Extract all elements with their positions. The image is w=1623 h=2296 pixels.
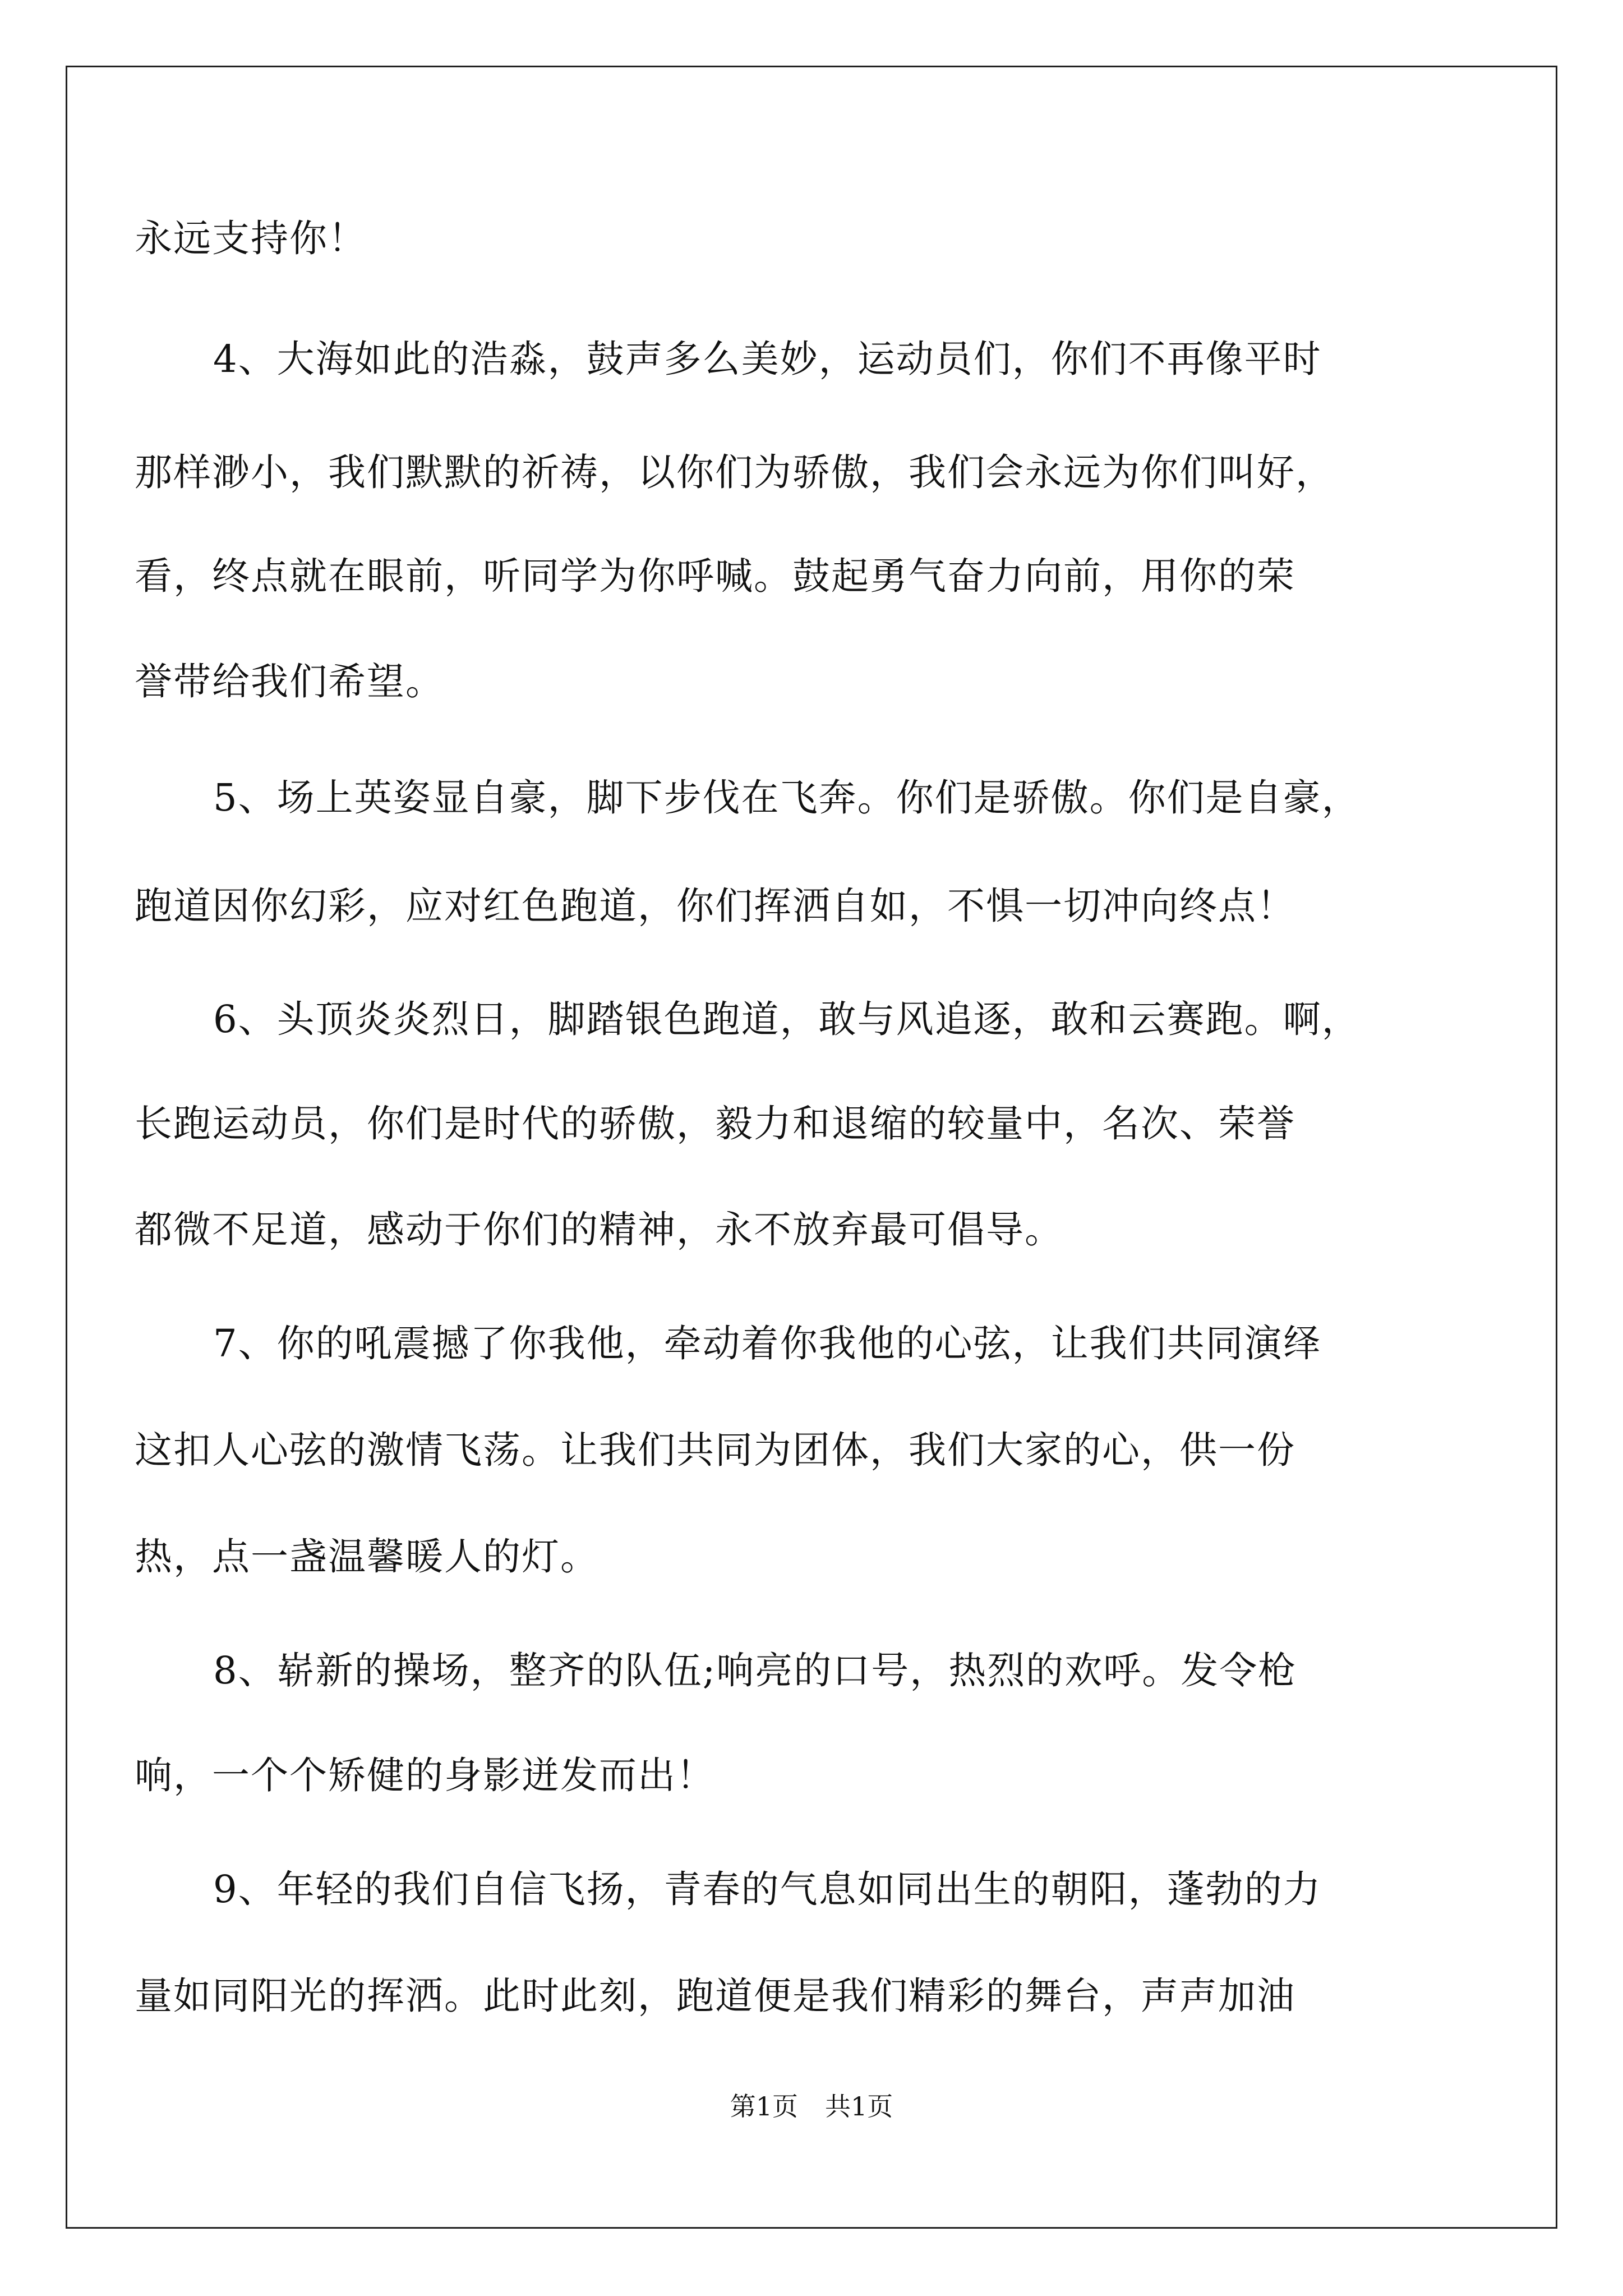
text-line: 4、大海如此的浩淼，鼓声多么美妙，运动员们，你们不再像平时 — [213, 337, 1322, 381]
text-line: 热，点一盏温馨暖人的灯。 — [135, 1535, 599, 1579]
text-line: 长跑运动员，你们是时代的骄傲，毅力和退缩的较量中，名次、荣誉 — [135, 1102, 1295, 1145]
text-line: 那样渺小，我们默默的祈祷，以你们为骄傲，我们会永远为你们叫好， — [135, 450, 1334, 494]
page-total: 共1页 — [825, 2091, 893, 2122]
text-line: 誉带给我们希望。 — [135, 660, 444, 703]
text-line: 5、场上英姿显自豪，脚下步伐在飞奔。你们是骄傲。你们是自豪， — [213, 776, 1361, 820]
text-line: 6、头顶炎炎烈日，脚踏银色跑道，敢与风追逐，敢和云赛跑。啊， — [213, 997, 1361, 1041]
text-line: 看，终点就在眼前，听同学为你呼喊。鼓起勇气奋力向前，用你的荣 — [135, 554, 1295, 598]
text-line: 都微不足道，感动于你们的精神，永不放弃最可倡导。 — [135, 1208, 1063, 1251]
text-line: 响，一个个矫健的身影迸发而出！ — [135, 1754, 715, 1797]
page-number: 第1页 — [730, 2091, 798, 2122]
text-line: 量如同阳光的挥洒。此时此刻，跑道便是我们精彩的舞台，声声加油 — [135, 1974, 1295, 2018]
text-line: 这扣人心弦的激情飞荡。让我们共同为团体，我们大家的心，供一份 — [135, 1428, 1295, 1472]
text-line: 9、年轻的我们自信飞扬，青春的气息如同出生的朝阳，蓬勃的力 — [213, 1867, 1322, 1911]
text-line: 永远支持你！ — [135, 217, 367, 260]
text-line: 7、你的吼震撼了你我他，牵动着你我他的心弦，让我们共同演绎 — [213, 1322, 1322, 1365]
text-line: 8、崭新的操场，整齐的队伍;响亮的口号，热烈的欢呼。发令枪 — [213, 1649, 1297, 1692]
page-footer — [0, 2090, 1623, 2123]
text-line: 跑道因你幻彩，应对红色跑道，你们挥洒自如，不惧一切冲向终点！ — [135, 884, 1295, 928]
